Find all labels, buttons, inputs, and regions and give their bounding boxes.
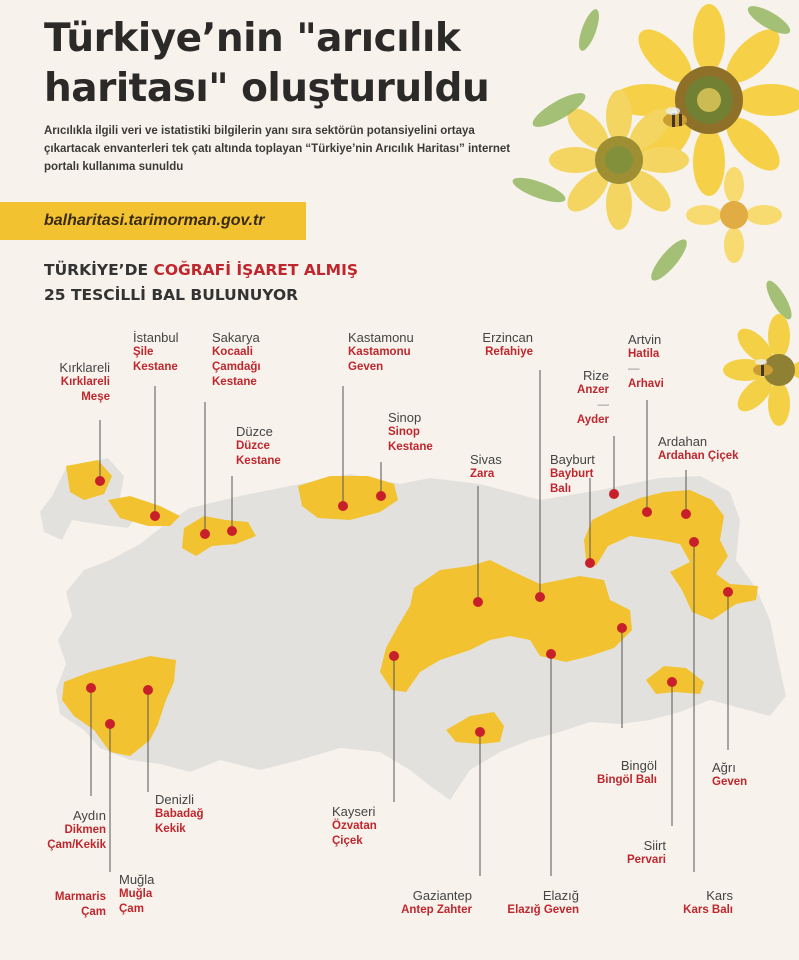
province-name: Ağrı: [712, 760, 736, 775]
honey-name: Marmaris: [54, 891, 106, 903]
label-elazig: [507, 888, 579, 918]
honey-name: Antep Zahter: [401, 904, 472, 916]
honey-name: Anzer: [577, 384, 609, 396]
province-name: Düzce: [236, 424, 273, 439]
honey-name: Kırklareli: [60, 376, 110, 388]
dot-sinop: [376, 491, 386, 501]
honey-name: Arhavi: [628, 378, 664, 390]
province-name: İstanbul: [133, 330, 179, 345]
honey-name: Çam: [81, 906, 106, 918]
dot-duzce: [227, 526, 237, 536]
label-ardahan: [658, 434, 739, 464]
dot-sakarya: [200, 529, 210, 539]
page-title: Türkiye’nin "arıcılık haritası" oluşturuldu: [44, 16, 490, 111]
label-mugla: [119, 872, 154, 917]
label-kayseri: [332, 804, 377, 849]
province-name: Sakarya: [212, 330, 260, 345]
dot-erzincan: [535, 592, 545, 602]
honey-name: Sinop: [388, 426, 420, 438]
honey-name: Çam: [119, 903, 144, 915]
province-name: Kars: [706, 888, 733, 903]
honey-name: Çamdağı: [212, 361, 261, 373]
dot-denizli: [143, 685, 153, 695]
label-bayburt: [550, 452, 595, 497]
dot-mugla: [105, 719, 115, 729]
honey-name: Kars Balı: [683, 904, 733, 916]
province-name: Gaziantep: [412, 888, 472, 903]
honey-name: Çam/Kekik: [47, 839, 106, 851]
honey-name: Meşe: [81, 391, 110, 403]
label-istanbul: [133, 330, 179, 375]
honey-name: Muğla: [119, 888, 153, 900]
honey-name: Kestane: [133, 361, 178, 373]
honey-name: Babadağ: [155, 808, 204, 820]
honey-divider: —: [597, 399, 609, 411]
heading-part1: TÜRKİYE’DE: [44, 261, 154, 279]
honey-name: Bayburt: [550, 468, 594, 480]
province-name: Elazığ: [542, 888, 579, 903]
province-name: Bayburt: [550, 452, 595, 467]
honey-name: Kestane: [388, 441, 433, 453]
honey-name: Kestane: [212, 376, 257, 388]
province-name: Artvin: [628, 332, 662, 347]
label-erzincan: [482, 330, 533, 360]
dot-istanbul: [150, 511, 160, 521]
honey-name: Şile: [133, 346, 154, 358]
honey-name: Dikmen: [64, 824, 106, 836]
province-name: Sivas: [470, 452, 502, 467]
honey-divider: —: [628, 363, 640, 375]
subtitle: Arıcılıkla ilgili veri ve istatistiki bilgilerin yanı sıra sektörün potansiyelini ortaya çıkartacak envanterleri tek çatı altında toplayan “Türkiye’nin Arıcılık Haritası” internet portalı kullanıma sunuldu: [44, 125, 511, 173]
honey-name: Ardahan Çiçek: [658, 450, 739, 462]
label-sinop: [388, 410, 433, 455]
dot-elazig: [546, 649, 556, 659]
label-agri: [712, 760, 747, 790]
province-name: Aydın: [72, 808, 106, 823]
province-name: Erzincan: [482, 330, 533, 345]
honey-name: Kestane: [236, 455, 281, 467]
dot-rize: [609, 489, 619, 499]
label-marmaris: [55, 890, 106, 920]
label-sivas: [470, 452, 502, 482]
label-kastamonu: [348, 330, 414, 375]
honey-name: Hatila: [628, 348, 660, 360]
label-duzce: [236, 424, 281, 469]
label-denizli: [155, 792, 204, 837]
dot-kayseri: [389, 651, 399, 661]
label-kirklareli: [59, 360, 110, 405]
honey-name: Çiçek: [332, 835, 363, 847]
province-name: Denizli: [155, 792, 195, 807]
province-name: Kastamonu: [348, 330, 414, 345]
dot-bayburt: [585, 558, 595, 568]
honey-name: Geven: [348, 361, 384, 373]
province-name: Kayseri: [332, 804, 376, 819]
heading-highlight: COĞRAFİ İŞARET ALMIŞ: [153, 261, 359, 279]
honey-name: Bingöl Balı: [596, 774, 657, 786]
label-artvin: [628, 332, 664, 392]
dot-bingol: [617, 623, 627, 633]
province-name: Kırklareli: [59, 360, 110, 375]
dot-siirt: [667, 677, 677, 687]
dot-kastamonu: [338, 501, 348, 511]
label-kars: [683, 888, 733, 918]
dot-artvin: [642, 507, 652, 517]
province-name: Siirt: [643, 838, 666, 853]
label-siirt: [627, 838, 666, 868]
province-name: Rize: [582, 368, 609, 383]
dot-kars: [689, 537, 699, 547]
province-name: Bingöl: [620, 758, 657, 773]
heading-line2: 25 TESCİLLİ BAL BULUNUYOR: [44, 286, 299, 304]
dot-sivas: [473, 597, 483, 607]
honey-name: Pervari: [626, 854, 666, 866]
province-name: Sinop: [388, 410, 422, 425]
dot-ardahan: [681, 509, 691, 519]
honey-name: Özvatan: [332, 820, 377, 832]
province-name: Ardahan: [658, 434, 708, 449]
label-sakarya: [212, 330, 261, 390]
honey-name: Balı: [550, 483, 572, 495]
honey-name: Elazığ Geven: [507, 904, 579, 916]
label-bingol: [597, 758, 657, 788]
honey-name: Kocaali: [212, 346, 253, 358]
honey-name: Kastamonu: [348, 346, 411, 358]
honey-name: Düzce: [236, 440, 270, 452]
honey-name: Zara: [470, 468, 495, 480]
honey-name: Ayder: [576, 414, 609, 426]
honey-name: Kekik: [155, 823, 186, 835]
dot-aydin: [86, 683, 96, 693]
dot-kirklareli: [95, 476, 105, 486]
dot-agri: [723, 587, 733, 597]
dot-gaziantep: [475, 727, 485, 737]
label-aydin: [47, 808, 106, 853]
honey-name: Geven: [712, 776, 748, 788]
province-name: Muğla: [119, 872, 155, 887]
label-rize: [577, 368, 609, 428]
portal-url-link[interactable]: balharitasi.tarimorman.gov.tr: [44, 212, 265, 229]
label-gaziantep: [401, 888, 472, 918]
honey-name: Refahiye: [485, 346, 533, 358]
